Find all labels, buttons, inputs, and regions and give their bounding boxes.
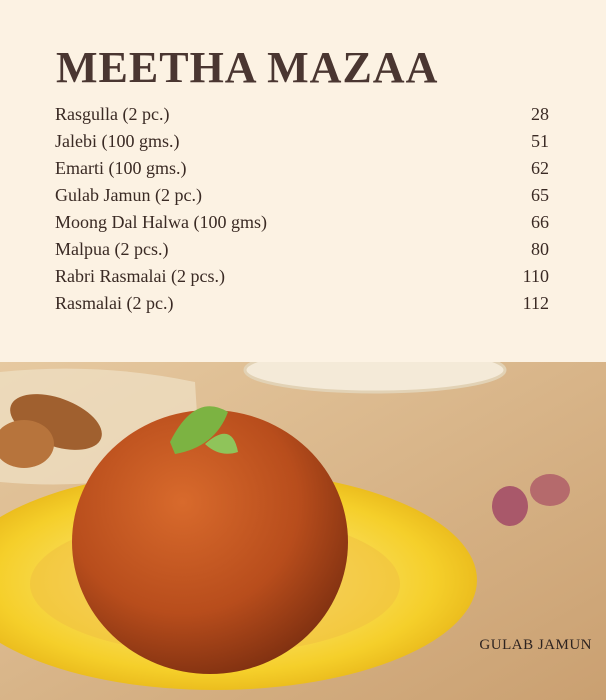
- menu-item: [55, 185, 549, 212]
- menu-item-name: Moong Dal Halwa (100 gms): [55, 212, 267, 232]
- menu-item: [55, 158, 549, 185]
- menu-item: [55, 293, 549, 320]
- menu-item: [55, 239, 549, 266]
- menu-item-price: 28: [531, 104, 549, 124]
- gulab-jamun-shape: [72, 410, 348, 674]
- menu-item-name: Rasmalai (2 pc.): [55, 293, 174, 313]
- gulab-jamun-photo: [0, 362, 606, 700]
- menu-item-name: Jalebi (100 gms.): [55, 131, 180, 151]
- menu-item-price: 80: [531, 239, 549, 259]
- menu-item-price: 66: [531, 212, 549, 232]
- menu-item-price: 112: [522, 293, 549, 313]
- menu-item-price: 62: [531, 158, 549, 178]
- menu-item-list: [55, 104, 549, 320]
- menu-item-name: Emarti (100 gms.): [55, 158, 187, 178]
- menu-item-name: Malpua (2 pcs.): [55, 239, 169, 259]
- menu-item-name: Rabri Rasmalai (2 pcs.): [55, 266, 225, 286]
- menu-item-name: Gulab Jamun (2 pc.): [55, 185, 202, 205]
- menu-item-price: 51: [531, 131, 549, 151]
- menu-item: [55, 131, 549, 158]
- pistachio-shape: [492, 486, 528, 526]
- menu-item-price: 65: [531, 185, 549, 205]
- menu-item: [55, 212, 549, 239]
- menu-item: [55, 266, 549, 293]
- menu-item-price: 110: [522, 266, 549, 286]
- menu-item: [55, 104, 549, 131]
- photo-caption: GULAB JAMUN: [479, 637, 592, 653]
- menu-title: MEETHA MAZAA: [56, 43, 439, 92]
- pistachio-shape: [530, 474, 570, 506]
- menu-item-name: Rasgulla (2 pc.): [55, 104, 170, 124]
